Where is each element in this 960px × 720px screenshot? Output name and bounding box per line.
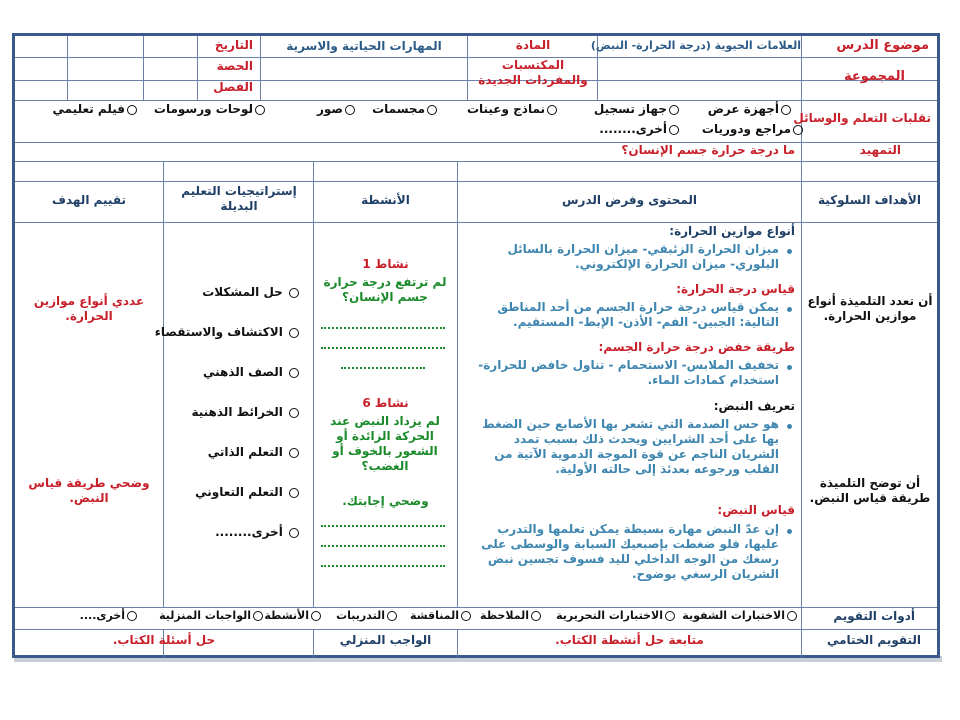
col-header-activities: الأنشطة bbox=[361, 193, 410, 207]
assessment-item[interactable]: الواجبات المنزلية bbox=[159, 610, 263, 623]
row-line bbox=[15, 142, 937, 143]
group-label: المجموعة bbox=[843, 69, 905, 84]
class-label: الفصل bbox=[213, 80, 253, 94]
col-line bbox=[197, 36, 198, 100]
col-header-evaluation: تقييم الهدف bbox=[52, 193, 126, 207]
col-line bbox=[801, 607, 802, 657]
assessment-item[interactable]: الاختبارات الشفوية bbox=[682, 610, 797, 623]
resource-item[interactable]: فيلم تعليمي bbox=[52, 103, 137, 117]
answer-line bbox=[341, 367, 425, 369]
col-header-content: المحتوى وفرض الدرس bbox=[561, 193, 698, 207]
col-line bbox=[313, 161, 314, 607]
content-heading-2: قياس درجة الحرارة: bbox=[676, 282, 795, 296]
content-heading-1: أنواع موازين الحرارة: bbox=[669, 224, 795, 238]
row-line bbox=[15, 161, 937, 162]
subject-label: المادة bbox=[515, 38, 551, 52]
assessment-item[interactable]: التدريبات bbox=[336, 610, 397, 623]
assessment-label: أدوات التقويم bbox=[833, 609, 915, 623]
lesson-topic-value: العلامات الحيوية (درجة الحرارة- النبض) bbox=[590, 39, 801, 52]
closing-value: متابعة حل أنشطة الكتاب. bbox=[555, 633, 704, 647]
answer-line bbox=[321, 347, 445, 349]
assessment-item[interactable]: الملاحظة bbox=[480, 610, 541, 623]
activity-2-text: لم يزداد النبض عند الحركة الزائدة أو الشعور بالخوف أو الغضب؟ bbox=[330, 414, 440, 473]
bullet bbox=[787, 365, 792, 370]
col-line bbox=[801, 142, 802, 182]
col-line bbox=[457, 161, 458, 607]
content-paragraph-1: ميزان الحرارة الزئبقي- ميزان الحرارة بالسائل البلوري- ميزان الحرارة الإلكتروني. bbox=[507, 242, 779, 271]
objective-2: أن توضح التلميذة طريقة قياس النبض. bbox=[809, 476, 931, 505]
evaluation-1: عددي أنواع موازين الحرارة. bbox=[33, 294, 145, 323]
content-heading-4: تعريف النبض: bbox=[713, 399, 795, 413]
resource-item[interactable]: أخرى........ bbox=[599, 123, 679, 137]
resource-item[interactable]: لوحات ورسومات bbox=[154, 103, 265, 117]
assessment-item[interactable]: المناقشة bbox=[410, 610, 471, 623]
evaluation-2: وضحي طريقة قياس النبض. bbox=[28, 476, 150, 505]
resource-item[interactable]: مراجع ودوريات bbox=[702, 123, 803, 137]
row-line bbox=[15, 222, 937, 223]
intro-question: ما درجة حرارة جسم الإنسان؟ bbox=[621, 143, 795, 157]
assessment-item[interactable]: أخرى.... bbox=[80, 610, 137, 623]
col-header-strategies: إستراتيجيات التعليم البديلة bbox=[181, 184, 297, 213]
col-line bbox=[467, 36, 468, 100]
assessment-item[interactable]: الأنشطة bbox=[264, 610, 321, 623]
resources-label: تقلبات التعلم والوسائل bbox=[793, 111, 931, 125]
resource-item[interactable]: صور bbox=[317, 103, 355, 117]
strategy-item[interactable]: الاكتشاف والاستقصاء bbox=[155, 326, 299, 340]
strategy-item[interactable]: التعلم التعاوني bbox=[195, 486, 299, 500]
date-label: التاريخ bbox=[214, 38, 253, 52]
bullet bbox=[787, 249, 792, 254]
strategy-item[interactable]: حل المشكلات bbox=[202, 286, 299, 300]
closing-label: التقويم الختامي bbox=[826, 633, 921, 647]
homework-value: حل أسئلة الكتاب. bbox=[112, 633, 216, 647]
strategy-item[interactable]: الخرائط الذهنية bbox=[191, 406, 299, 420]
lesson-topic-label: موضوع الدرس bbox=[836, 38, 929, 53]
period-label: الحصة bbox=[216, 59, 253, 73]
bullet bbox=[787, 424, 792, 429]
subject-value: المهارات الحياتية والاسرية bbox=[286, 39, 442, 53]
row-line bbox=[15, 100, 937, 101]
lesson-plan-sheet bbox=[12, 33, 940, 658]
answer-line bbox=[321, 545, 445, 547]
resource-item[interactable]: مجسمات bbox=[372, 103, 437, 117]
activity-2-extra: وضحي إجابتك. bbox=[342, 494, 429, 508]
answer-line bbox=[321, 327, 445, 329]
objective-1: أن تعدد التلميذة أنواع موازين الحرارة. bbox=[807, 294, 933, 323]
bullet bbox=[787, 529, 792, 534]
activity-1-title: نشاط 1 bbox=[362, 257, 409, 271]
strategy-item[interactable]: أخرى........ bbox=[215, 526, 299, 540]
answer-line bbox=[321, 565, 445, 567]
assessment-item[interactable]: الاختبارات التحريرية bbox=[556, 610, 675, 623]
content-heading-5: قياس النبض: bbox=[717, 503, 795, 517]
content-paragraph-4: هو حس الصدمة التي تشعر بها الأصابع حين الضغط بها على أحد الشرايين ويحدث ذلك بسبب تمدد الشريان الناجم عن قوة الموجة الدموية الآتية من القلب ورجوعه بعدئذ إلى حالته الأولية. bbox=[482, 417, 779, 476]
row-line bbox=[15, 607, 937, 608]
bullet bbox=[787, 307, 792, 312]
resource-item[interactable]: نماذج وعينات bbox=[467, 103, 557, 117]
col-line bbox=[163, 161, 164, 607]
content-paragraph-2: يمكن قياس درجة حرارة الجسم من أحد المناطق التالية: الجبين- الفم- الأذن- الإبط- المستقيم. bbox=[497, 300, 779, 329]
col-line bbox=[143, 36, 144, 100]
content-paragraph-3: تخفيف الملابس- الاستحمام - تناول خافض للحرارة- استخدام كمادات الماء. bbox=[478, 358, 779, 387]
vocab-label: المكتسبات والمفردات الجديدة bbox=[478, 58, 588, 87]
col-header-objectives: الأهداف السلوكية bbox=[818, 193, 921, 207]
resource-item[interactable]: جهاز تسجيل bbox=[594, 103, 679, 117]
answer-line bbox=[321, 525, 445, 527]
activity-2-title: نشاط 6 bbox=[362, 396, 409, 410]
content-heading-3: طريقة خفض درجة حرارة الجسم: bbox=[598, 340, 795, 354]
row-line bbox=[15, 181, 937, 182]
resource-item[interactable]: أجهزة عرض bbox=[708, 103, 791, 117]
strategy-item[interactable]: الصف الذهني bbox=[203, 366, 299, 380]
col-line bbox=[801, 181, 802, 607]
row-line bbox=[15, 629, 937, 630]
intro-label: التمهيد bbox=[859, 143, 901, 157]
col-line bbox=[67, 36, 68, 100]
activity-1-text: لم ترتفع درجة حرارة جسم الإنسان؟ bbox=[323, 275, 447, 304]
homework-label: الواجب المنزلي bbox=[339, 633, 432, 647]
content-paragraph-5: إن عدّ النبض مهارة بسيطة يمكن تعلمها والتدرب عليها، فلو ضغطت بإصبعيك السبابة والوسطى على رسغك من الوجه الداخلي لليد فسوف تجسين نبض الشريان الرسغي بوضوح. bbox=[481, 522, 779, 581]
strategy-item[interactable]: التعلم الذاتي bbox=[208, 446, 299, 460]
